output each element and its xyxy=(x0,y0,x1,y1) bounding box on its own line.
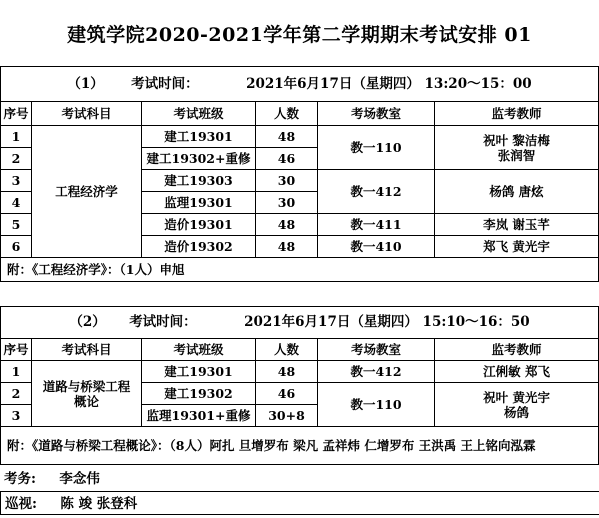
header-room: 考场教室 xyxy=(318,102,435,126)
room-cell: 教一110 xyxy=(318,126,435,170)
row-no: 6 xyxy=(1,236,32,258)
header-teachers: 监考教师 xyxy=(435,102,599,126)
table-row xyxy=(1,361,599,383)
exam-affairs-name: 李念伟 xyxy=(59,471,100,487)
subject-cell: 工程经济学 xyxy=(32,126,142,258)
class-cell: 造价19302 xyxy=(142,236,256,258)
class-cell: 建工19301 xyxy=(142,361,256,383)
class-cell: 建工19302 xyxy=(142,383,256,405)
count-cell: 48 xyxy=(256,361,318,383)
room-cell: 教一410 xyxy=(318,236,435,258)
count-cell: 46 xyxy=(256,148,318,170)
exam-affairs-row xyxy=(0,467,599,491)
count-cell: 30 xyxy=(256,192,318,214)
table-row xyxy=(1,126,599,148)
header-no: 序号 xyxy=(1,102,32,126)
header-subject: 考试科目 xyxy=(32,102,142,126)
row-no: 1 xyxy=(1,361,32,383)
patrol-names: 陈 竣 张登科 xyxy=(60,496,138,512)
header-count: 人数 xyxy=(256,102,318,126)
patrol-row xyxy=(0,491,599,515)
session2-table xyxy=(0,306,599,465)
header-subject: 考试科目 xyxy=(32,339,142,361)
session2-time-value: 2021年6月17日（星期四） 15:10～16：50 xyxy=(244,314,530,330)
count-cell: 48 xyxy=(256,126,318,148)
session1-note: 附：《工程经济学》：（1人）申旭 xyxy=(1,258,599,282)
room-cell: 教一412 xyxy=(318,361,435,383)
count-cell: 48 xyxy=(256,214,318,236)
subject-cell: 道路与桥梁工程 概论 xyxy=(32,361,142,427)
teacher-cell: 祝叶 黄光宇 杨鸽 xyxy=(435,383,599,427)
session2-note: 附：《道路与桥梁工程概论》：（8人）阿扎 旦增罗布 梁凡 孟祥炜 仁增罗布 王洪禹 王上铭向泓霖 xyxy=(1,427,599,465)
row-no: 3 xyxy=(1,170,32,192)
session1-header-row xyxy=(1,102,599,126)
header-count: 人数 xyxy=(256,339,318,361)
session2-label: （2） xyxy=(69,314,106,330)
class-cell: 监理19301 xyxy=(142,192,256,214)
row-no: 1 xyxy=(1,126,32,148)
session2-time-row xyxy=(1,307,599,339)
class-cell: 造价19301 xyxy=(142,214,256,236)
exam-affairs-label: 考务: xyxy=(4,471,36,487)
header-room: 考场教室 xyxy=(318,339,435,361)
session1-label: （1） xyxy=(67,75,104,92)
teacher-cell: 杨鸽 唐炫 xyxy=(435,170,599,214)
class-cell: 监理19301+重修 xyxy=(142,405,256,427)
class-cell: 建工19301 xyxy=(142,126,256,148)
session1-time-value: 2021年6月17日（星期四） 13:20～15：00 xyxy=(246,75,532,92)
class-cell: 建工19302+重修 xyxy=(142,148,256,170)
header-class: 考试班级 xyxy=(142,339,256,361)
row-no: 3 xyxy=(1,405,32,427)
teacher-cell: 李岚 谢玉芊 xyxy=(435,214,599,236)
teacher-cell: 江俐敏 郑飞 xyxy=(435,361,599,383)
room-cell: 教一412 xyxy=(318,170,435,214)
row-no: 4 xyxy=(1,192,32,214)
session2-header-row xyxy=(1,339,599,361)
count-cell: 48 xyxy=(256,236,318,258)
header-class: 考试班级 xyxy=(142,102,256,126)
teacher-cell: 郑飞 黄光宇 xyxy=(435,236,599,258)
session1-time-label: 考试时间： xyxy=(131,75,199,92)
session1-time-row xyxy=(1,67,599,102)
class-cell: 建工19303 xyxy=(142,170,256,192)
row-no: 2 xyxy=(1,383,32,405)
session1-table xyxy=(0,66,599,282)
count-cell: 30+8 xyxy=(256,405,318,427)
row-no: 2 xyxy=(1,148,32,170)
header-no: 序号 xyxy=(1,339,32,361)
count-cell: 46 xyxy=(256,383,318,405)
room-cell: 教一411 xyxy=(318,214,435,236)
session2-time-label: 考试时间： xyxy=(129,314,197,330)
row-no: 5 xyxy=(1,214,32,236)
room-cell: 教一110 xyxy=(318,383,435,427)
page-title: 建筑学院2020-2021学年第二学期期末考试安排 01 xyxy=(67,23,532,46)
teacher-cell: 祝叶 黎洁梅 张润智 xyxy=(435,126,599,170)
header-teachers: 监考教师 xyxy=(435,339,599,361)
count-cell: 30 xyxy=(256,170,318,192)
patrol-label: 巡视: xyxy=(5,496,37,512)
